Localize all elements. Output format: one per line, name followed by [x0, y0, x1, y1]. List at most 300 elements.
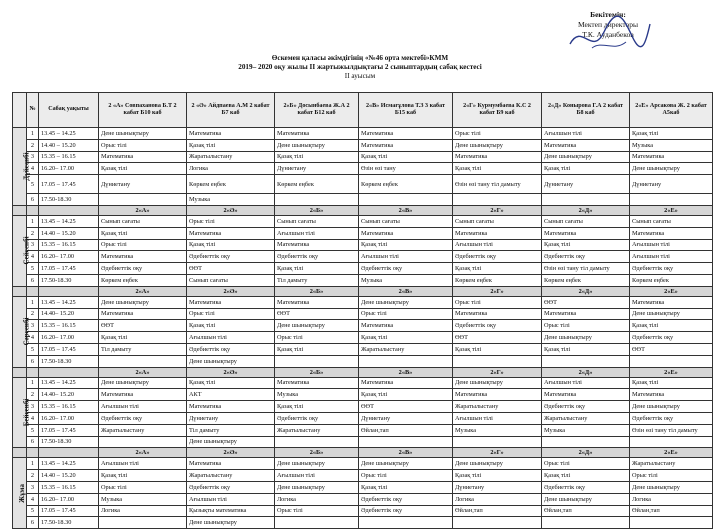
subject-cell: Дене шынықтыру	[99, 296, 187, 308]
subject-cell: ӨӨТ	[187, 263, 275, 275]
subject-cell: Жаратылыстану	[542, 412, 630, 424]
day-cell	[13, 458, 27, 529]
lesson-time: 17.05 – 17.45	[39, 424, 99, 436]
subject-cell: АКТ	[187, 389, 275, 401]
subject-cell: Логика	[453, 493, 542, 505]
lesson-number: 1	[27, 128, 39, 140]
day-cell	[13, 296, 31, 367]
subject-cell: Қазақ тілі	[359, 389, 453, 401]
subject-cell: Жаратылыстану	[99, 424, 187, 436]
column-header: 2«Г» Курмумбаева К.С 2 кабат Б9 каб	[453, 93, 542, 128]
subject-cell: Дене шынықтыру	[187, 355, 275, 367]
section-blank	[27, 367, 39, 377]
subject-cell	[359, 355, 453, 367]
column-header: 2«Д» Конырова Г.А 2 кабат Б8 каб	[542, 93, 630, 128]
lesson-time: 16.20– 17.00	[39, 493, 99, 505]
subject-cell: Көркем еңбек	[542, 274, 630, 286]
subject-cell: Математика	[187, 227, 275, 239]
subject-cell: Ағылшын тілі	[630, 251, 713, 263]
subject-cell: Дене шынықтыру	[630, 163, 713, 175]
class-label: 2«В»	[359, 448, 453, 458]
class-label: 2«В»	[359, 286, 453, 296]
subject-cell	[453, 436, 542, 448]
subject-cell: Жаратылыстану	[630, 458, 713, 470]
table-row	[13, 274, 713, 286]
document-header	[0, 54, 720, 81]
subject-cell: Орыс тілі	[542, 458, 630, 470]
table-row	[13, 332, 713, 344]
class-label: 2«Ә»	[187, 286, 275, 296]
class-label: 2«Б»	[275, 448, 359, 458]
lesson-number: 2	[27, 470, 39, 482]
table-row	[13, 227, 713, 239]
lesson-number: 3	[27, 239, 39, 251]
table-row	[13, 505, 713, 517]
section-blank	[27, 448, 39, 458]
column-header: 2«В» Исмағұлова Т.З 3 кабат Б15 каб	[359, 93, 453, 128]
subject-cell: Әдебиеттік оқу	[275, 251, 359, 263]
lesson-time: 17.50-18.30	[39, 436, 99, 448]
subject-cell: Ағылшын тілі	[630, 239, 713, 251]
subject-cell: Қазақ тілі	[359, 481, 453, 493]
lesson-number: 6	[27, 436, 39, 448]
class-label: 2«Г»	[453, 205, 542, 215]
class-label: 2«Ә»	[187, 205, 275, 215]
subject-cell: Дене шынықтыру	[275, 139, 359, 151]
table-header-row	[13, 93, 713, 128]
table-row	[13, 320, 713, 332]
lesson-number: 4	[27, 163, 39, 175]
subject-cell: Дене шынықтыру	[187, 436, 275, 448]
table-row	[13, 481, 713, 493]
subject-cell: Орыс тілі	[630, 470, 713, 482]
subject-cell	[99, 355, 187, 367]
subject-cell: Ағылшын тілі	[187, 332, 275, 344]
subject-cell: Әдебиеттік оқу	[630, 332, 713, 344]
subject-cell: Сынып сағаты	[453, 215, 542, 227]
subject-cell	[542, 436, 630, 448]
class-label: 2«Ә»	[187, 367, 275, 377]
subject-cell: Тіл дамыту	[275, 274, 359, 286]
lesson-number: 5	[27, 263, 39, 275]
subject-cell: Сынып сағаты	[187, 274, 275, 286]
day-name: Бейсенбі	[22, 398, 31, 427]
column-header: 2«Б» Досынбаева Ж.А 2 кабат Б12 каб	[275, 93, 359, 128]
subject-cell: Дене шынықтыру	[542, 151, 630, 163]
subject-cell: Дене шынықтыру	[630, 481, 713, 493]
lesson-number: 6	[27, 194, 39, 206]
day-name: Жұма	[17, 483, 26, 503]
subject-cell: Әдебиеттік оқу	[187, 343, 275, 355]
subject-cell: Өйлан,тап	[542, 505, 630, 517]
school-title: Өскемен қаласы әкімдігінің «№46 орта мектебі»КММ	[271, 54, 449, 62]
lesson-time: 16.20– 17.00	[39, 412, 99, 424]
class-label: 2«В»	[359, 205, 453, 215]
subject-cell: Математика	[359, 139, 453, 151]
subject-cell	[630, 355, 713, 367]
subject-cell	[359, 517, 453, 529]
lesson-number: 1	[27, 377, 39, 389]
section-blank	[13, 286, 27, 296]
lesson-number: 4	[27, 493, 39, 505]
table-row	[13, 194, 713, 206]
subject-cell: Дүниетану	[187, 412, 275, 424]
subject-cell: Дүниетану	[630, 175, 713, 194]
subject-cell: Дене шынықтыру	[453, 458, 542, 470]
subject-cell	[359, 194, 453, 206]
subject-cell: Дене шынықтыру	[275, 481, 359, 493]
day-cell	[13, 377, 31, 448]
lesson-time: 16.20– 17.00	[39, 251, 99, 263]
class-label: 2«А»	[99, 448, 187, 458]
subject-cell: Әдебиеттік оқу	[630, 412, 713, 424]
subject-cell: Математика	[359, 377, 453, 389]
schedule-title: 2019– 2020 оқу жылы II жартыжылдықтағы 2 сыныптардың сабақ кестесі	[238, 63, 482, 71]
lesson-time: 15.35 – 16.15	[39, 320, 99, 332]
subject-cell: Дене шынықтыру	[99, 128, 187, 140]
table-row	[13, 424, 713, 436]
table-row	[13, 401, 713, 413]
subject-cell: Қазақ тілі	[453, 263, 542, 275]
lesson-time: 14.40 – 15.20	[39, 470, 99, 482]
column-header: 2«Е» Арсакова Ж. 2 кабат А5каб	[630, 93, 713, 128]
table-row	[13, 355, 713, 367]
subject-cell: Көркем еңбек	[275, 175, 359, 194]
subject-cell: Әдебиеттік оқу	[359, 493, 453, 505]
column-header: 2 «Ә» Айдпаева А.М 2 кабат Б7 каб	[187, 93, 275, 128]
lesson-number: 1	[27, 215, 39, 227]
subject-cell: Қазақ тілі	[99, 227, 187, 239]
section-blank	[39, 286, 99, 296]
table-row	[13, 151, 713, 163]
subject-cell: Математика	[359, 128, 453, 140]
subject-cell: Орыс тілі	[99, 239, 187, 251]
subject-cell	[542, 194, 630, 206]
section-blank	[39, 448, 99, 458]
subject-cell: Қазақ тілі	[359, 332, 453, 344]
section-blank	[27, 286, 39, 296]
subject-cell: Ағылшын тілі	[359, 251, 453, 263]
column-header: 2 «А» Совпаханова Б.Т 2 кабат Б10 каб	[99, 93, 187, 128]
subject-cell	[630, 436, 713, 448]
lesson-time: 17.05 – 17.45	[39, 505, 99, 517]
subject-cell: Өйлан,тап	[630, 505, 713, 517]
table-row	[13, 251, 713, 263]
subject-cell: Қазақ тілі	[275, 401, 359, 413]
subject-cell: Сынып сағаты	[630, 215, 713, 227]
subject-cell	[542, 517, 630, 529]
subject-cell: Дүниетану	[453, 481, 542, 493]
subject-cell: Математика	[630, 296, 713, 308]
class-label: 2«Д»	[542, 367, 630, 377]
table-row	[13, 436, 713, 448]
subject-cell: Өйлан,тап	[453, 505, 542, 517]
subject-cell: Математика	[453, 151, 542, 163]
lesson-time: 16.20– 17.00	[39, 163, 99, 175]
lesson-number: 5	[27, 343, 39, 355]
subject-cell: Математика	[275, 296, 359, 308]
subject-cell: Логика	[630, 493, 713, 505]
lesson-number: 5	[27, 424, 39, 436]
subject-cell: Қазақ тілі	[630, 377, 713, 389]
subject-cell	[453, 517, 542, 529]
class-header-row	[13, 367, 713, 377]
table-row	[13, 343, 713, 355]
subject-cell: Математика	[630, 389, 713, 401]
lesson-number: 4	[27, 412, 39, 424]
subject-cell: Жаратылыстану	[359, 343, 453, 355]
subject-cell: Қазақ тілі	[187, 377, 275, 389]
table-body	[13, 128, 713, 529]
subject-cell	[99, 436, 187, 448]
subject-cell: Математика	[453, 227, 542, 239]
subject-cell: Қазақ тілі	[359, 151, 453, 163]
subject-cell: Музыка	[359, 274, 453, 286]
section-blank	[27, 205, 39, 215]
class-label: 2«Д»	[542, 448, 630, 458]
subject-cell: Көркем еңбек	[630, 274, 713, 286]
subject-cell	[630, 194, 713, 206]
subject-cell: Орыс тілі	[187, 215, 275, 227]
class-label: 2«А»	[99, 286, 187, 296]
table-row	[13, 175, 713, 194]
table-row	[13, 139, 713, 151]
subject-cell: Математика	[275, 239, 359, 251]
subject-cell: Музыка	[630, 139, 713, 151]
subject-cell: Қазақ тілі	[542, 343, 630, 355]
subject-cell: Қазақ тілі	[99, 470, 187, 482]
signature-icon	[562, 2, 652, 62]
lesson-number: 2	[27, 139, 39, 151]
column-header: Сабақ уақыты	[39, 93, 99, 128]
subject-cell	[275, 194, 359, 206]
subject-cell: ӨӨТ	[453, 332, 542, 344]
subject-cell: Сынып сағаты	[542, 215, 630, 227]
class-label: 2«Г»	[453, 448, 542, 458]
subject-cell: Математика	[99, 151, 187, 163]
section-blank	[13, 205, 27, 215]
subject-cell: Орыс тілі	[275, 505, 359, 517]
subject-cell: Дене шынықтыру	[359, 458, 453, 470]
subject-cell: Қазақ тілі	[187, 320, 275, 332]
subject-cell: Орыс тілі	[359, 470, 453, 482]
subject-cell: Математика	[453, 389, 542, 401]
class-header-row	[13, 286, 713, 296]
section-blank	[39, 367, 99, 377]
lesson-time: 14.40– 15.20	[39, 308, 99, 320]
subject-cell: Қазақ тілі	[187, 239, 275, 251]
table-row	[13, 377, 713, 389]
table-row	[13, 470, 713, 482]
subject-cell: Қазақ тілі	[99, 163, 187, 175]
class-label: 2«Д»	[542, 205, 630, 215]
subject-cell: Қазақ тілі	[542, 470, 630, 482]
subject-cell: Ағылшын тілі	[542, 128, 630, 140]
subject-cell: Математика	[275, 377, 359, 389]
lesson-time: 17.05 – 17.45	[39, 175, 99, 194]
day-cell	[13, 128, 31, 206]
shift-label: II ауысым	[344, 72, 376, 80]
class-label: 2«А»	[99, 367, 187, 377]
subject-cell: Әдебиеттік оқу	[359, 263, 453, 275]
lesson-number: 6	[27, 517, 39, 529]
subject-cell: Жаратылыстану	[453, 401, 542, 413]
class-label: 2«Г»	[453, 286, 542, 296]
class-label: 2«Д»	[542, 286, 630, 296]
subject-cell: ӨӨТ	[275, 308, 359, 320]
class-label: 2«Е»	[630, 367, 713, 377]
lesson-number: 6	[27, 274, 39, 286]
subject-cell: ӨӨТ	[99, 320, 187, 332]
lesson-time: 15.35 – 16.15	[39, 401, 99, 413]
class-label: 2«В»	[359, 367, 453, 377]
section-blank	[13, 448, 27, 458]
table-row	[13, 163, 713, 175]
lesson-time: 17.50-18.30	[39, 355, 99, 367]
subject-cell: Музыка	[453, 424, 542, 436]
subject-cell: Қазақ тілі	[99, 332, 187, 344]
subject-cell: Дене шынықтыру	[542, 332, 630, 344]
subject-cell: Сынып сағаты	[99, 215, 187, 227]
subject-cell: Ағылшын тілі	[99, 401, 187, 413]
subject-cell: Қазақ тілі	[187, 139, 275, 151]
class-label: 2«А»	[99, 205, 187, 215]
lesson-number: 2	[27, 308, 39, 320]
lesson-time: 17.50-18.30	[39, 517, 99, 529]
table-row	[13, 517, 713, 529]
lesson-number: 5	[27, 505, 39, 517]
class-label: 2«Ә»	[187, 448, 275, 458]
section-blank	[13, 367, 27, 377]
subject-cell: Дүниетану	[359, 412, 453, 424]
schedule-table	[12, 92, 713, 529]
subject-cell: Математика	[542, 389, 630, 401]
subject-cell: Көркем еңбек	[359, 175, 453, 194]
lesson-number: 2	[27, 389, 39, 401]
subject-cell: Математика	[99, 308, 187, 320]
lesson-time: 17.50-18.30	[39, 274, 99, 286]
lesson-number: 3	[27, 401, 39, 413]
subject-cell: Өйлан,тап	[359, 424, 453, 436]
day-cell	[13, 215, 31, 286]
subject-cell: Әдебиеттік оқу	[542, 251, 630, 263]
subject-cell: Ағылшын тілі	[275, 227, 359, 239]
subject-cell: Математика	[99, 251, 187, 263]
subject-cell: Ағылшын тілі	[542, 377, 630, 389]
day-name: Сәрсенбі	[22, 317, 31, 346]
subject-cell: Музыка	[99, 493, 187, 505]
table-row	[13, 263, 713, 275]
subject-cell: Музыка	[187, 194, 275, 206]
lesson-time: 14.40 – 15.20	[39, 139, 99, 151]
subject-cell: Математика	[453, 308, 542, 320]
subject-cell: Орыс тілі	[99, 139, 187, 151]
table-row	[13, 389, 713, 401]
subject-cell: Өзін өзі тану тіл дамыту	[542, 263, 630, 275]
subject-cell: Әдебиеттік оқу	[542, 401, 630, 413]
subject-cell: Орыс тілі	[275, 332, 359, 344]
table-row	[13, 458, 713, 470]
subject-cell: Көркем еңбек	[187, 175, 275, 194]
subject-cell: Тіл дамыту	[187, 424, 275, 436]
subject-cell: Математика	[542, 139, 630, 151]
subject-cell: Дене шынықтыру	[187, 517, 275, 529]
subject-cell: Әдебиеттік оқу	[99, 263, 187, 275]
subject-cell: Дүниетану	[542, 175, 630, 194]
subject-cell: Орыс тілі	[359, 308, 453, 320]
subject-cell: Әдебиеттік оқу	[99, 412, 187, 424]
subject-cell: Тіл дамыту	[99, 343, 187, 355]
corner-cell	[13, 93, 27, 128]
subject-cell: Математика	[359, 227, 453, 239]
subject-cell: Логика	[99, 505, 187, 517]
subject-cell	[275, 436, 359, 448]
subject-cell: Қазақ тілі	[275, 263, 359, 275]
subject-cell: Математика	[187, 458, 275, 470]
subject-cell: Орыс тілі	[187, 308, 275, 320]
subject-cell: Дене шынықтыру	[630, 308, 713, 320]
lesson-number: 5	[27, 175, 39, 194]
lesson-time: 15.35 – 16.15	[39, 239, 99, 251]
lesson-time: 14.40– 15.20	[39, 389, 99, 401]
lesson-number: 4	[27, 251, 39, 263]
subject-cell: Дүниетану	[99, 175, 187, 194]
table-row	[13, 296, 713, 308]
subject-cell: Жаратылыстану	[187, 470, 275, 482]
table-row	[13, 308, 713, 320]
subject-cell: Дене шынықтыру	[359, 296, 453, 308]
subject-cell: Математика	[187, 296, 275, 308]
lesson-time: 17.05 – 17.45	[39, 263, 99, 275]
table-row	[13, 239, 713, 251]
subject-cell: Ағылшын тілі	[187, 493, 275, 505]
subject-cell: Жаратылыстану	[275, 424, 359, 436]
subject-cell: Музыка	[542, 424, 630, 436]
lesson-time: 13.45 – 14.25	[39, 296, 99, 308]
subject-cell: Сынып сағаты	[275, 215, 359, 227]
lesson-time: 16.20– 17.00	[39, 332, 99, 344]
subject-cell: Әдебиеттік оқу	[542, 481, 630, 493]
subject-cell: Қазақ тілі	[453, 470, 542, 482]
subject-cell: Көркем еңбек	[99, 274, 187, 286]
lesson-time: 13.45 – 14.25	[39, 377, 99, 389]
subject-cell: Қазақ тілі	[630, 128, 713, 140]
subject-cell: Ағылшын тілі	[99, 458, 187, 470]
subject-cell	[275, 355, 359, 367]
lesson-time: 13.45 – 14.25	[39, 215, 99, 227]
subject-cell	[359, 436, 453, 448]
subject-cell: Дене шынықтыру	[453, 377, 542, 389]
approval-name: Т.К. Ауданбеков	[582, 30, 634, 39]
lesson-number: 4	[27, 332, 39, 344]
lesson-time: 13.45 – 14.25	[39, 128, 99, 140]
subject-cell: ӨӨТ	[542, 296, 630, 308]
lesson-time: 15.35 – 16.15	[39, 481, 99, 493]
class-label: 2«Г»	[453, 367, 542, 377]
subject-cell: Әдебиеттік оқу	[275, 412, 359, 424]
subject-cell: Қазақ тілі	[630, 320, 713, 332]
day-name: Дүйсенбі	[22, 152, 31, 181]
subject-cell: Орыс тілі	[453, 128, 542, 140]
subject-cell: Математика	[359, 320, 453, 332]
subject-cell	[99, 517, 187, 529]
lesson-number: 3	[27, 151, 39, 163]
subject-cell: Математика	[99, 389, 187, 401]
class-label: 2«Б»	[275, 367, 359, 377]
lesson-number: 3	[27, 320, 39, 332]
subject-cell: Логика	[275, 493, 359, 505]
lesson-time: 15.35 – 16.15	[39, 151, 99, 163]
